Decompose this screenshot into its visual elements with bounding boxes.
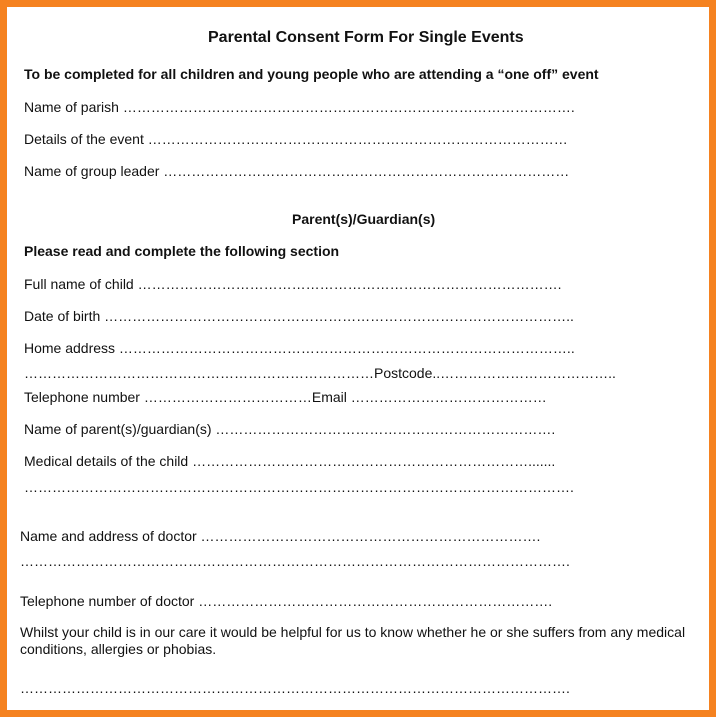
form-title: Parental Consent Form For Single Events — [208, 29, 524, 46]
home-address-field[interactable]: Home address …………………………………………………………………………………….. — [24, 340, 575, 356]
guardian-heading: Parent(s)/Guardian(s) — [292, 211, 436, 227]
doctor-field[interactable]: Name and address of doctor ………………………………………………………………. — [20, 528, 541, 544]
doctor-continuation[interactable]: ………………………………………………………………………………………………………. — [20, 553, 570, 569]
telephone-email-field[interactable]: Telephone number ………………………………Email …………………………………… — [24, 389, 547, 405]
group-leader-field[interactable]: Name of group leader …………………………………………………………………………… — [24, 163, 570, 179]
event-details-field[interactable]: Details of the event ……………………………………………………………………………… — [24, 131, 568, 147]
parent-name-field[interactable]: Name of parent(s)/guardian(s) ………………………………………………………………. — [24, 421, 556, 437]
medical-details-continuation[interactable]: ………………………………………………………………………………………………………. — [24, 479, 574, 495]
care-note: Whilst your child is in our care it would be helpful for us to know whether he or she suffers from any medical conditions, allergies or phobias. — [20, 624, 686, 657]
child-name-field[interactable]: Full name of child ………………………………………………………………………………. — [24, 276, 562, 292]
intro-text: To be completed for all children and young people who are attending a “one off” event — [24, 66, 599, 82]
read-heading: Please read and complete the following section — [24, 243, 340, 259]
date-of-birth-field[interactable]: Date of birth ……………………………………………………………………………………….. — [24, 308, 574, 324]
parish-field[interactable]: Name of parish ……………………………………………………………………………………. — [24, 99, 575, 115]
medical-details-field[interactable]: Medical details of the child ………………………………………………………………....... — [24, 453, 556, 469]
postcode-field[interactable]: …………………………………………………………………Postcode..……………………………….. — [24, 365, 616, 381]
care-lines[interactable]: ………………………………………………………………………………………………………. — [20, 680, 570, 696]
doctor-phone-field[interactable]: Telephone number of doctor …………………………………………………………………. — [20, 593, 553, 609]
